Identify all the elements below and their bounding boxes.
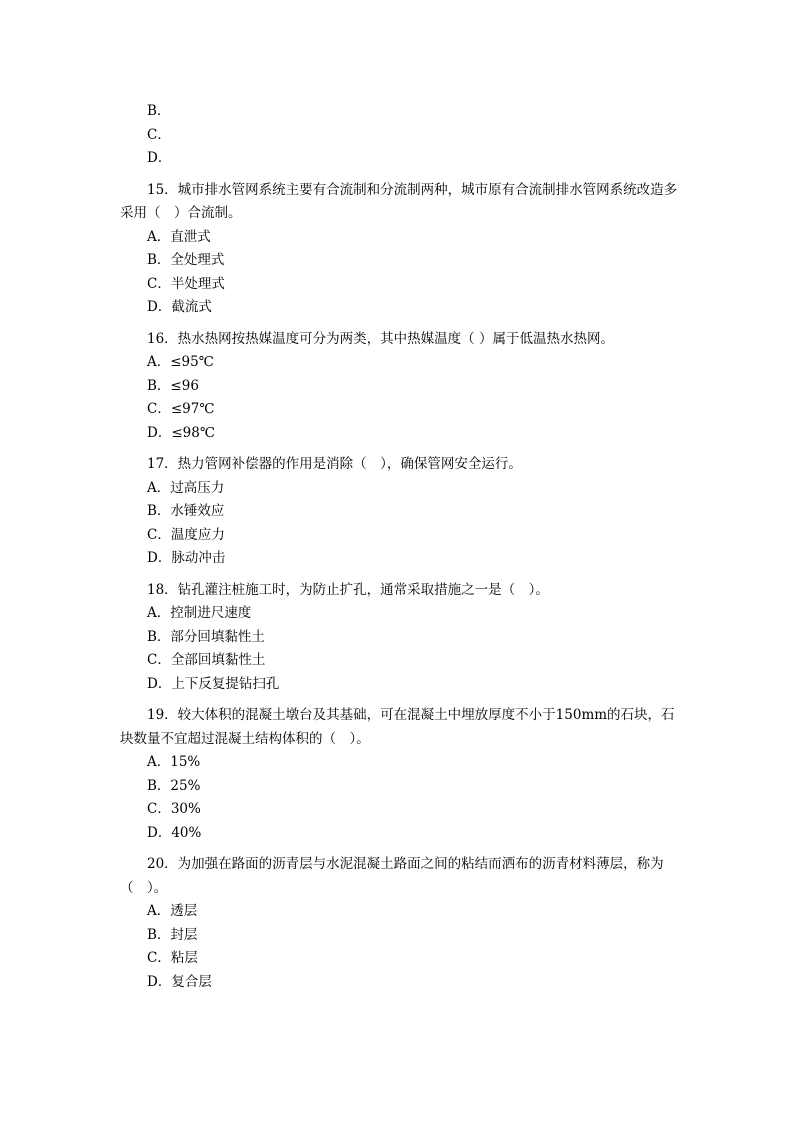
option-d: D．脉动冲击 [147, 550, 226, 566]
option-b: B．水锤效应 [147, 503, 225, 519]
question-stem: 20．为加强在路面的沥青层与水泥混凝土路面之间的粘结而洒布的沥青材料薄层，称为（ ）。 [120, 856, 664, 896]
option-a: A．15% [147, 754, 201, 770]
option-c: C．全部回填黏性土 [147, 652, 266, 668]
question-17 [120, 453, 680, 571]
option-a: A．控制进尺速度 [147, 605, 252, 621]
option-c: C．温度应力 [147, 526, 225, 543]
option-a: A．过高压力 [147, 479, 225, 496]
question-18 [120, 579, 680, 697]
question-16 [120, 328, 680, 446]
option-c: C．粘层 [147, 950, 198, 966]
option-a: A．直泄式 [147, 228, 211, 245]
question-stem: 15．城市排水管网系统主要有合流制和分流制两种，城市原有合流制排水管网系统改造多采用（ ）合流制。 [120, 181, 678, 221]
question-stem: 19．较大体积的混凝土墩台及其基础，可在混凝土中埋放厚度不小于150mm的石块，石块数量不宜超过混凝土结构体积的（ ）。 [120, 707, 675, 747]
question-stem: 16．热水热网按热媒温度可分为两类，其中热媒温度（ ）属于低温热水热网。 [147, 330, 614, 347]
option-b: B．全处理式 [147, 252, 225, 268]
question-stem: 17．热力管网补偿器的作用是消除（ ），确保管网安全运行。 [147, 456, 522, 472]
option-d: D．截流式 [147, 299, 212, 315]
option-b: B． [147, 103, 171, 119]
option-d: D．复合层 [147, 973, 212, 990]
option-d: D．上下反复提钻扫孔 [147, 675, 280, 692]
question-14-tail [120, 100, 680, 171]
question-19 [120, 704, 680, 845]
option-d: D．≤98℃ [147, 424, 215, 441]
question-15 [120, 179, 680, 320]
option-c: C． [147, 126, 171, 143]
option-c: C．半处理式 [147, 275, 225, 292]
option-d: D． [147, 150, 172, 166]
option-b: B．25% [147, 777, 201, 794]
option-b: B．部分回填黏性土 [147, 628, 265, 645]
option-b: B．封层 [147, 926, 198, 943]
option-c: C．≤97℃ [147, 401, 215, 417]
option-a: A．透层 [147, 903, 198, 919]
option-b: B．≤96 [147, 377, 199, 394]
question-20 [120, 853, 680, 994]
document-page [120, 100, 680, 994]
option-c: C．30% [147, 801, 201, 817]
option-d: D．40% [147, 824, 202, 841]
question-stem: 18．钻孔灌注桩施工时，为防止扩孔，通常采取措施之一是（ ）。 [147, 581, 549, 598]
option-a: A．≤95℃ [147, 354, 214, 370]
